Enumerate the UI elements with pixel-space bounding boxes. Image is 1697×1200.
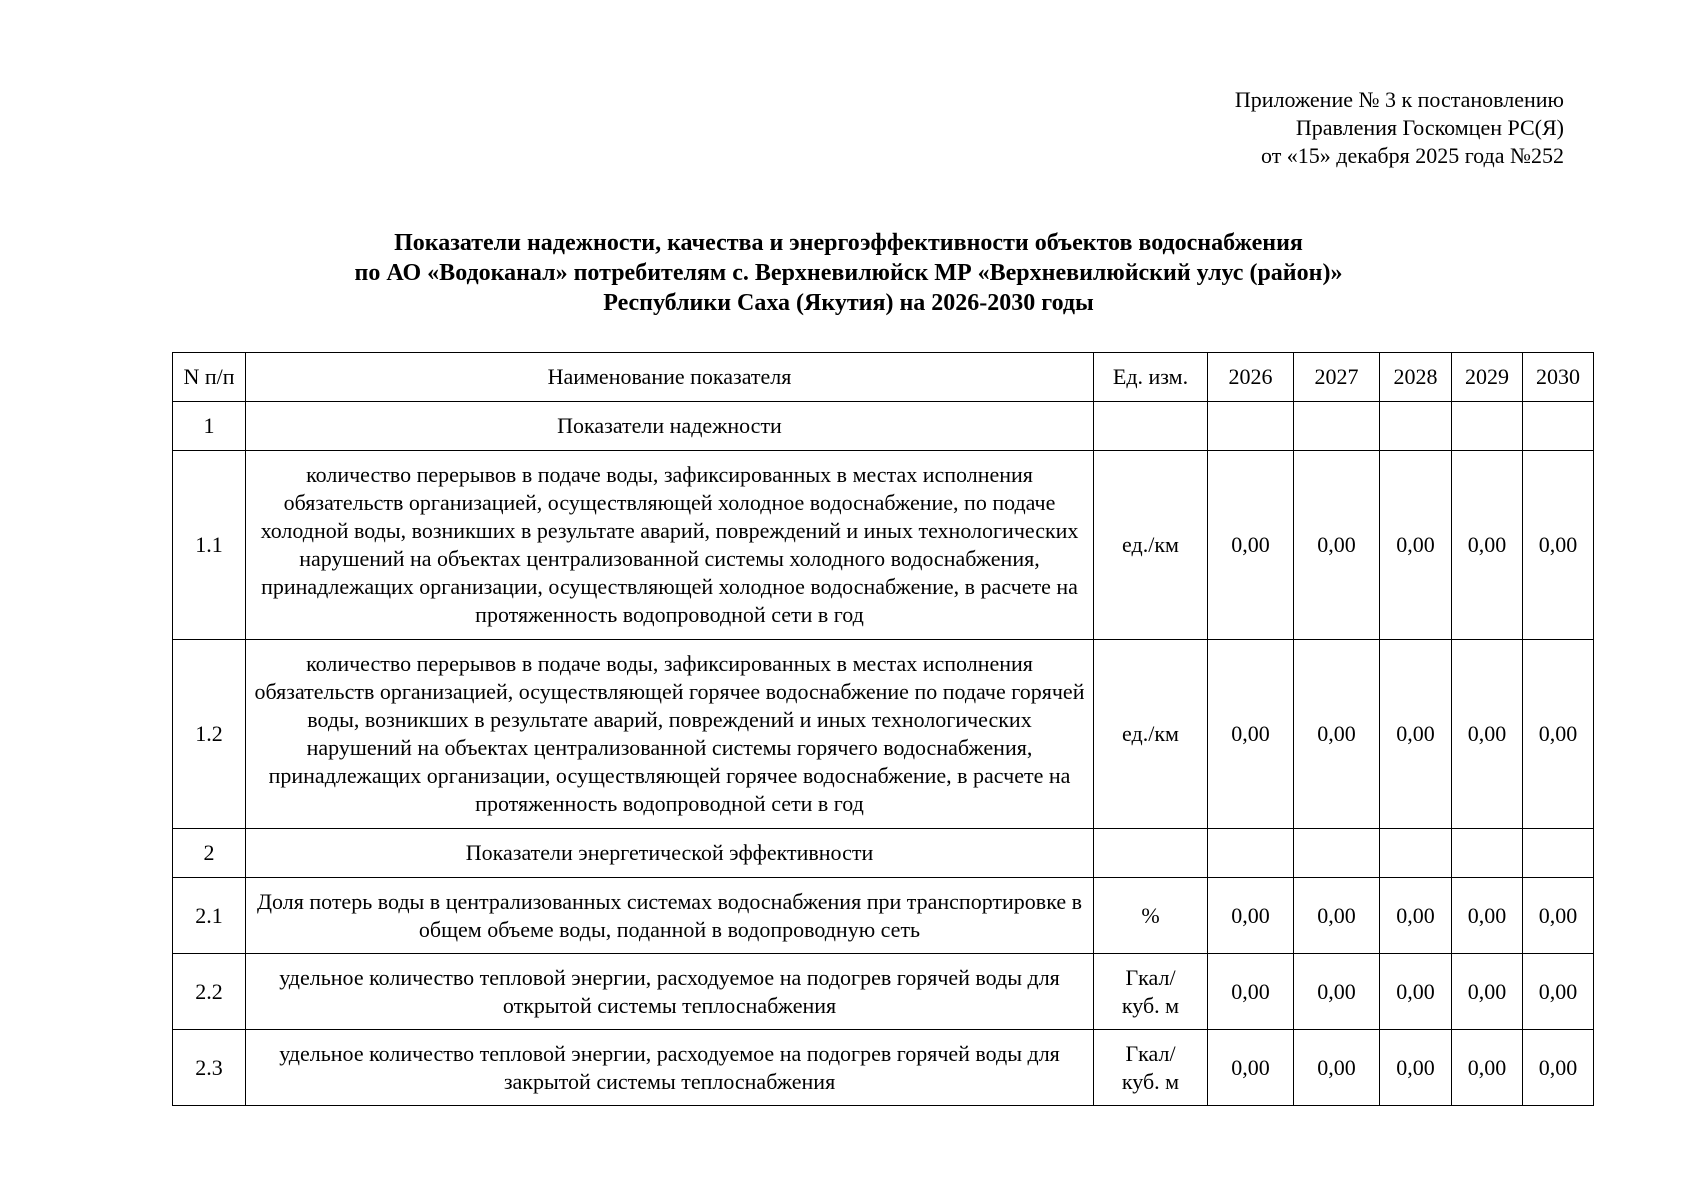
table-row <box>173 451 1594 640</box>
section-name: Показатели энергетической эффективности <box>246 829 1094 878</box>
unit-line-2: куб. м <box>1121 1068 1180 1094</box>
row-name: удельное количество тепловой энергии, расходуемое на подогрев горячей воды для закрытой системы теплоснабжения <box>246 1030 1094 1106</box>
header-2028: 2028 <box>1380 353 1452 402</box>
value-2028: 0,00 <box>1380 878 1452 954</box>
title-line-3: Республики Саха (Якутия) на 2026-2030 годы <box>603 290 1094 316</box>
row-name: удельное количество тепловой энергии, расходуемое на подогрев горячей воды для открытой системы теплоснабжения <box>246 954 1094 1030</box>
value-2029: 0,00 <box>1452 451 1523 640</box>
value-2027: 0,00 <box>1294 451 1380 640</box>
section-row-1 <box>173 402 1594 451</box>
header-2030: 2030 <box>1523 353 1594 402</box>
title-line-2: по АО «Водоканал» потребителям с. Верхневилюйск МР «Верхневилюйский улус (район)» <box>354 260 1343 286</box>
value-2029: 0,00 <box>1452 878 1523 954</box>
row-num: 2.3 <box>173 1030 246 1106</box>
value-2026: 0,00 <box>1208 954 1294 1030</box>
value-2028: 0,00 <box>1380 1030 1452 1106</box>
value-2026: 0,00 <box>1208 451 1294 640</box>
appendix-line-3: от «15» декабря 2025 года №252 <box>1260 143 1564 168</box>
value-2028: 0,00 <box>1380 451 1452 640</box>
table-row <box>173 878 1594 954</box>
row-unit: ед./км <box>1094 640 1208 829</box>
section-name: Показатели надежности <box>246 402 1094 451</box>
value-2030: 0,00 <box>1523 451 1594 640</box>
value-2026: 0,00 <box>1208 1030 1294 1106</box>
appendix-line-1: Приложение № 3 к постановлению <box>1234 87 1564 112</box>
value-2029: 0,00 <box>1452 954 1523 1030</box>
value-2027: 0,00 <box>1294 954 1380 1030</box>
document-title <box>0 228 1697 318</box>
value-2029: 0,00 <box>1452 1030 1523 1106</box>
value-2027: 0,00 <box>1294 1030 1380 1106</box>
indicators-table <box>172 352 1594 1106</box>
section-num: 2 <box>173 829 246 878</box>
header-2029: 2029 <box>1452 353 1523 402</box>
row-unit <box>1094 954 1208 1030</box>
row-num: 1.2 <box>173 640 246 829</box>
value-2029: 0,00 <box>1452 640 1523 829</box>
header-num: N п/п <box>173 353 246 402</box>
header-name: Наименование показателя <box>246 353 1094 402</box>
row-unit: % <box>1094 878 1208 954</box>
value-2026: 0,00 <box>1208 640 1294 829</box>
value-2030: 0,00 <box>1523 954 1594 1030</box>
row-unit <box>1094 1030 1208 1106</box>
header-2026: 2026 <box>1208 353 1294 402</box>
table-row <box>173 640 1594 829</box>
value-2027: 0,00 <box>1294 878 1380 954</box>
row-num: 1.1 <box>173 451 246 640</box>
row-name: количество перерывов в подаче воды, зафиксированных в местах исполнения обязательств организацией, осуществляющей горячее водоснабжение по подаче горячей воды, возникших в результате аварий, повреждений и иных технологических нарушений на объектах централизованной системы горячего водоснабжения, принадлежащих организации, осуществляющей горячее водоснабжение, в расчете на протяженность водопроводной сети в год <box>246 640 1094 829</box>
value-2026: 0,00 <box>1208 878 1294 954</box>
row-name: количество перерывов в подаче воды, зафиксированных в местах исполнения обязательств организацией, осуществляющей холодное водоснабжение, по подаче холодной воды, возникших в результате аварий, повреждений и иных технологических нарушений на объектах централизованной системы холодного водоснабжения, принадлежащих организации, осуществляющей холодное водоснабжение, в расчете на протяженность водопроводной сети в год <box>246 451 1094 640</box>
header-unit: Ед. изм. <box>1094 353 1208 402</box>
row-unit: ед./км <box>1094 451 1208 640</box>
unit-line-2: куб. м <box>1121 992 1180 1018</box>
title-line-1: Показатели надежности, качества и энергоэффективности объектов водоснабжения <box>394 230 1303 256</box>
appendix-line-2: Правления Госкомцен РС(Я) <box>1295 115 1564 140</box>
value-2030: 0,00 <box>1523 640 1594 829</box>
row-num: 2.2 <box>173 954 246 1030</box>
row-num: 2.1 <box>173 878 246 954</box>
table-row <box>173 954 1594 1030</box>
header-row <box>173 353 1594 402</box>
value-2030: 0,00 <box>1523 1030 1594 1106</box>
section-row-2 <box>173 829 1594 878</box>
value-2028: 0,00 <box>1380 640 1452 829</box>
unit-line-1: Гкал/ <box>1125 964 1176 990</box>
unit-line-1: Гкал/ <box>1125 1040 1176 1066</box>
value-2027: 0,00 <box>1294 640 1380 829</box>
row-name: Доля потерь воды в централизованных системах водоснабжения при транспортировке в общем объеме воды, поданной в водопроводную сеть <box>246 878 1094 954</box>
section-num: 1 <box>173 402 246 451</box>
header-2027: 2027 <box>1294 353 1380 402</box>
appendix-note <box>1235 86 1564 170</box>
value-2028: 0,00 <box>1380 954 1452 1030</box>
table-row <box>173 1030 1594 1106</box>
value-2030: 0,00 <box>1523 878 1594 954</box>
